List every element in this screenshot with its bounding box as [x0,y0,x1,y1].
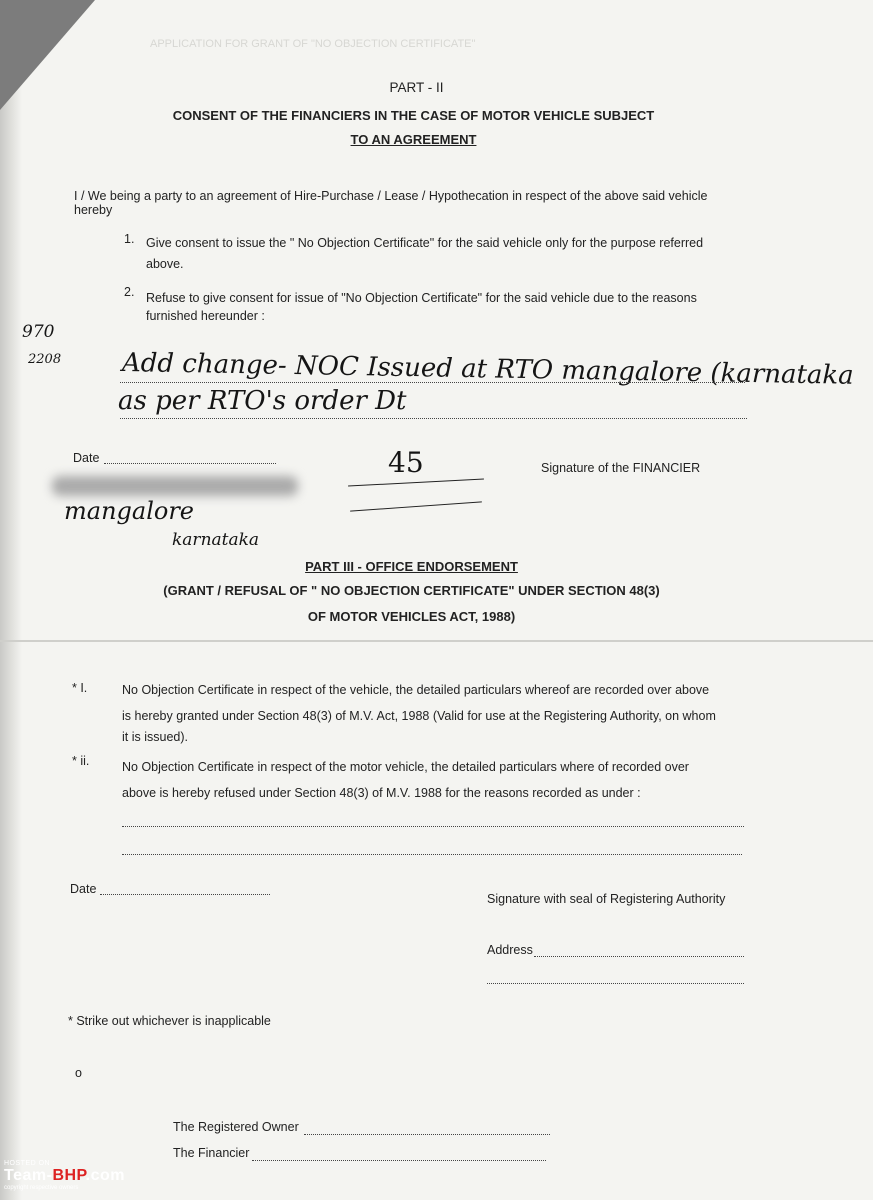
margin-note-1: 970 [22,322,55,342]
bleed-through-text: APPLICATION FOR GRANT OF "NO OBJECTION CERTIFICATE" [150,38,476,50]
reason-line-1 [120,382,745,383]
item-i-text-line3: it is issued). [122,730,188,744]
page-edge-shadow [0,0,22,1200]
part3-date-line [100,894,270,895]
part2-date-label: Date [73,451,100,465]
part2-date-line [104,463,276,464]
item2-number: 2. [124,285,135,299]
handwritten-reason-line2: as per RTO's order Dt [118,386,407,416]
item-i-number: * I. [72,681,88,695]
item1-text: Give consent to issue the " No Objection Certificate" for the said vehicle only for the purpose referred [146,236,704,250]
site-watermark [4,1160,125,1191]
part2-heading: PART - II [389,80,444,95]
item-ii-number: * ii. [72,754,90,768]
part3-subtitle: (GRANT / REFUSAL OF " NO OBJECTION CERTIFICATE" UNDER SECTION 48(3) [163,583,660,598]
item-i-text-line2: is hereby granted under Section 48(3) of M.V. Act, 1988 (Valid for use at the Registering Authority, on whom [122,709,716,723]
handwritten-place: mangalore [64,497,194,525]
part2-title-line2: TO AN AGREEMENT [350,132,477,147]
signature-stroke-2 [350,501,482,511]
registered-owner-line [304,1134,550,1135]
part2-title: CONSENT OF THE FINANCIERS IN THE CASE OF MOTOR VEHICLE SUBJECT [172,108,655,123]
registered-owner-label: The Registered Owner [173,1120,299,1134]
watermark-brand: Team-BHP.com [4,1167,125,1184]
handwritten-state: karnataka [172,530,260,550]
paper-fold-crease [0,640,873,642]
part3-subtitle-line2: OF MOTOR VEHICLES ACT, 1988) [307,609,516,624]
address-line-1 [534,956,744,957]
item-ii-text-line2: above is hereby refused under Section 48(3) of M.V. 1988 for the reasons recorded as under : [122,786,641,800]
financier-signature-label: Signature of the FINANCIER [541,461,701,475]
watermark-hosted-on: HOSTED ON : [4,1160,56,1167]
financier-signature: 45 [388,446,424,479]
financier-line [252,1160,546,1161]
item2-text: Refuse to give consent for issue of "No Objection Certificate" for the said vehicle due to the reasons [146,291,697,305]
item-ii-text: No Objection Certificate in respect of the motor vehicle, the detailed particulars where of recorded over [122,760,689,774]
item-i-text: No Objection Certificate in respect of the vehicle, the detailed particulars whereof are recorded over above [122,683,710,697]
part3-heading: PART III - OFFICE ENDORSEMENT [305,559,518,574]
financier-label: The Financier [173,1146,250,1160]
redacted-stamp [52,476,298,496]
handwritten-reason-line1: Add change- NOC Issued at RTO mangalore (karnataka [121,348,854,391]
part2-intro-line2: hereby [74,203,113,217]
registering-authority-seal-label: Signature with seal of Registering Authority [487,892,726,906]
reason-line-2 [120,418,747,419]
strike-out-note: * Strike out whichever is inapplicable [68,1014,271,1028]
margin-note-2: 2208 [28,352,62,367]
refusal-reason-line-1 [122,826,744,827]
refusal-reason-line-2 [122,854,742,855]
item2-text-line2: furnished hereunder : [146,309,265,323]
item1-text-line2: above. [146,257,184,271]
part2-intro: I / We being a party to an agreement of Hire-Purchase / Lease / Hypothecation in respect of the above said vehicle [74,189,708,203]
address-line-2 [487,983,744,984]
address-label: Address [487,943,533,957]
item1-number: 1. [124,232,135,246]
bullet-mark: o [75,1066,82,1080]
signature-stroke-1 [348,478,484,486]
watermark-copyright: copyright respective owners [4,1185,79,1191]
part3-date-label: Date [70,882,97,896]
